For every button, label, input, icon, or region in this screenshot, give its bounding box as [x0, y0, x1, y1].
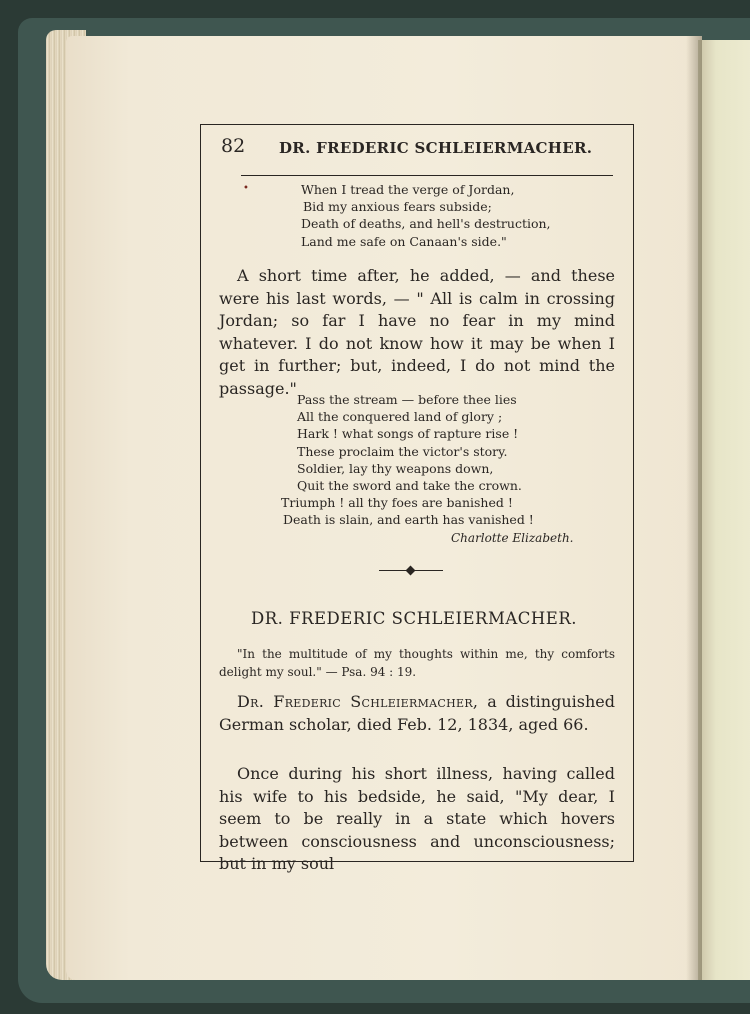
- subject-name: Dr. Frederic Schleiermacher,: [237, 692, 479, 711]
- verse-line: Hark ! what songs of rapture rise !: [297, 426, 519, 442]
- gutter-shadow: [686, 36, 702, 980]
- verse-line: Pass the stream — before thee lies: [297, 392, 517, 407]
- section-divider-ornament: [379, 565, 443, 577]
- verse-line: Soldier, lay thy weapons down,: [297, 460, 494, 476]
- verse-line: These proclaim the victor's story.: [297, 443, 508, 459]
- running-head: DR. FREDERIC SCHLEIERMACHER.: [279, 139, 593, 157]
- verse-line: All the conquered land of glory ;: [297, 409, 503, 425]
- verse-line: Triumph ! all thy foes are banished !: [281, 495, 513, 511]
- text-block: [200, 124, 634, 873]
- paragraph-biography: [219, 691, 615, 736]
- verse-stanza-1: [301, 181, 551, 250]
- paragraph-illness: Once during his short illness, having called his wife to his bedside, he said, "My dear, I seem to be really in a state which hovers between consciousness and unconsciousness; but in my soul: [219, 764, 615, 873]
- verse-line: Quit the sword and take the crown.: [297, 478, 522, 494]
- verse-attribution: Charlotte Elizabeth.: [451, 531, 574, 545]
- section-title: DR. FREDERIC SCHLEIERMACHER.: [251, 609, 577, 628]
- page-number: 82: [221, 135, 246, 157]
- verse-line: Death of deaths, and hell's destruction,: [301, 216, 551, 232]
- paragraph-biography-text: a distinguished German scholar, died Feb. 12, 1834, aged 66.: [219, 692, 615, 734]
- verse-stanza-2: [281, 391, 534, 529]
- ink-mark: •: [243, 183, 249, 194]
- verse-line: When I tread the verge of Jordan,: [301, 182, 515, 197]
- verse-line: Bid my anxious fears subside;: [303, 199, 492, 215]
- header-rule: [241, 175, 613, 176]
- page-header: [217, 133, 617, 163]
- epigraph: "In the multitude of my thoughts within me, thy comforts delight my soul." — Psa. 94 : 19.: [219, 647, 615, 679]
- verse-line: Land me safe on Canaan's side.": [301, 233, 507, 249]
- verse-line: Death is slain, and earth has vanished !: [283, 512, 534, 528]
- paragraph-last-words: A short time after, he added, — and these were his last words, — " All is calm in crossing Jordan; so far I have no fear in my mind whatever. I do not know how it may be when I get in further; but, indeed, I do not mind the passage.": [219, 266, 615, 398]
- facing-page: [698, 40, 750, 980]
